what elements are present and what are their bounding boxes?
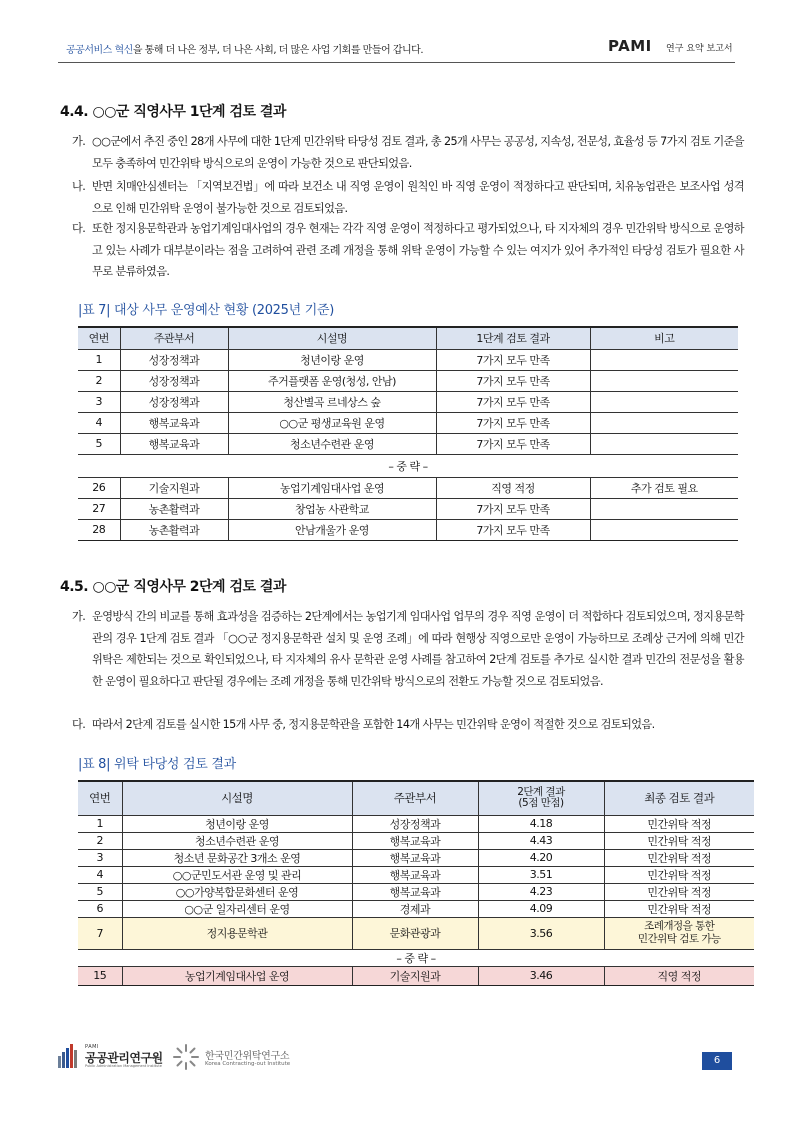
pami-logo: [58, 1044, 163, 1070]
table-cell: 28: [78, 519, 120, 540]
table-row: [78, 866, 754, 883]
column-header: 연번: [78, 327, 120, 349]
table-cell: 27: [78, 498, 120, 519]
table-cell: 성장정책과: [120, 391, 228, 412]
logo-english: Public Administration Management Institute: [85, 1064, 162, 1068]
table-row-highlighted: [78, 966, 754, 985]
paragraph-marker: 다.: [72, 718, 86, 731]
table-cell: 문화관광과: [352, 917, 478, 949]
table-cell: [590, 349, 738, 370]
paragraph-da: [72, 218, 744, 283]
table-separator-row: [78, 454, 738, 477]
table-cell: 성장정책과: [120, 349, 228, 370]
table-cell: [590, 433, 738, 454]
table-cell: 3: [78, 391, 120, 412]
paragraph-marker: 가.: [72, 610, 86, 623]
table-cell: 6: [78, 900, 122, 917]
table-cell: [604, 917, 754, 949]
table-cell: 정지용문학관: [122, 917, 352, 949]
table-cell: 민간위탁 적정: [604, 883, 754, 900]
paragraph-text: 또한 정지용문학관과 농업기계임대사업의 경우 현재는 각각 직영 운영이 적정하다고 평가되었으나, 타 지자체의 경우 민간위탁 방식으로 운영하고 있는 사례가 대부분이라는 점을 고려하여 관련 조례 개정을 통해 위탁 운영이 가능할 수 있는 여지가 있어 추가적인 타당성 검토가 필요한 사무로 분류하였음.: [92, 222, 744, 278]
table-cell: 기술지원과: [352, 966, 478, 985]
table-cell: 5: [78, 433, 120, 454]
table-row: [78, 349, 738, 370]
page-number: 6: [702, 1052, 732, 1070]
column-header: 최종 검토 결과: [604, 781, 754, 815]
report-type: 연구 요약 보고서: [666, 44, 733, 54]
table-cell: 7가지 모두 만족: [436, 391, 590, 412]
logo-name: 공공관리연구원: [85, 1051, 163, 1065]
table-cell: 청산별곡 르네상스 숲: [228, 391, 436, 412]
table-cell: 창업농 사관학교: [228, 498, 436, 519]
separator-text: – 중 략 –: [78, 949, 754, 966]
table-cell: 4.18: [478, 815, 604, 832]
table-cell: 3: [78, 849, 122, 866]
table-cell: ○○가양복합문화센터 운영: [122, 883, 352, 900]
table-cell: 15: [78, 966, 122, 985]
table-8: [78, 780, 754, 986]
table-separator-row: [78, 949, 754, 966]
table-cell: 4: [78, 866, 122, 883]
table-cell: 행복교육과: [352, 883, 478, 900]
table-cell: 4.20: [478, 849, 604, 866]
table-cell: [590, 370, 738, 391]
cell-line: 민간위탁 검토 가능: [637, 933, 721, 945]
table-cell: 3.46: [478, 966, 604, 985]
table-cell: 7가지 모두 만족: [436, 349, 590, 370]
table-cell: 7: [78, 917, 122, 949]
column-header: 1단계 검토 결과: [436, 327, 590, 349]
table-row: [78, 832, 754, 849]
table-cell: 4.43: [478, 832, 604, 849]
paragraph-text: ○○군에서 추진 중인 28개 사무에 대한 1단계 민간위탁 타당성 검토 결과, 총 25개 사무는 공공성, 지속성, 전문성, 효율성 등 7가지 검토 기준을 모두 충족하여 민간위탁 방식으로의 운영이 가능한 것으로 판단되었음.: [92, 135, 744, 170]
table-cell: 청소년수련관 운영: [228, 433, 436, 454]
slogan-highlight: 공공서비스 혁신: [66, 45, 133, 56]
table-row: [78, 477, 738, 498]
table-cell: 26: [78, 477, 120, 498]
table-cell: 안남개울가 운영: [228, 519, 436, 540]
table-cell: 농업기계임대사업 운영: [228, 477, 436, 498]
table-cell: [590, 391, 738, 412]
table-cell: 경제과: [352, 900, 478, 917]
table-cell: 민간위탁 적정: [604, 849, 754, 866]
table-cell: 7가지 모두 만족: [436, 433, 590, 454]
table-row: [78, 519, 738, 540]
paragraph-da: [72, 714, 744, 736]
table-row: [78, 849, 754, 866]
table-cell: [590, 519, 738, 540]
table-7-title: |표 7| 대상 사무 운영예산 현황 (2025년 기준): [78, 303, 334, 318]
table-cell: 농업기계임대사업 운영: [122, 966, 352, 985]
logo-small-text: PAMI: [85, 1044, 99, 1050]
table-cell: 7가지 모두 만족: [436, 370, 590, 391]
cell-line: 조례개정을 통한: [644, 920, 715, 932]
table-cell: 7가지 모두 만족: [436, 412, 590, 433]
table-cell: 2: [78, 832, 122, 849]
table-cell: 행복교육과: [352, 832, 478, 849]
header-line: 2단계 결과: [517, 786, 565, 799]
column-header: 시설명: [228, 327, 436, 349]
logo-name: 한국민간위탁연구소: [205, 1051, 290, 1062]
table-cell: 2: [78, 370, 120, 391]
table-cell: 농촌활력과: [120, 498, 228, 519]
table-cell: 민간위탁 적정: [604, 815, 754, 832]
table-cell: 3.51: [478, 866, 604, 883]
separator-text: – 중 략 –: [78, 454, 738, 477]
table-row: [78, 370, 738, 391]
paragraph-marker: 가.: [72, 135, 86, 148]
page-header: [58, 36, 735, 63]
table-cell: 청년이랑 운영: [122, 815, 352, 832]
table-cell: 1: [78, 815, 122, 832]
table-cell: 성장정책과: [120, 370, 228, 391]
column-header: [478, 781, 604, 815]
paragraph-marker: 나.: [72, 180, 86, 193]
table-row-highlighted: [78, 917, 754, 949]
section-4-4-title: 4.4. ○○군 직영사무 1단계 검토 결과: [60, 104, 286, 120]
table-cell: 직영 적정: [436, 477, 590, 498]
table-cell: 농촌활력과: [120, 519, 228, 540]
table-row: [78, 815, 754, 832]
table-cell: 7가지 모두 만족: [436, 498, 590, 519]
table-cell: 추가 검토 필요: [590, 477, 738, 498]
header-slogan: [66, 41, 423, 56]
table-cell: 행복교육과: [120, 433, 228, 454]
paragraph-ga: [72, 131, 744, 174]
table-7: [78, 326, 738, 541]
column-header: 비고: [590, 327, 738, 349]
slogan-rest: 을 통해 더 나은 정부, 더 나은 사회, 더 많은 사업 기회를 만들어 갑니다.: [132, 45, 423, 56]
table-cell: 청년이랑 운영: [228, 349, 436, 370]
table-8-title: |표 8| 위탁 타당성 검토 결과: [78, 757, 236, 772]
table-cell: 4: [78, 412, 120, 433]
column-header: 시설명: [122, 781, 352, 815]
table-cell: 행복교육과: [120, 412, 228, 433]
table-cell: 성장정책과: [352, 815, 478, 832]
paragraph-na: [72, 176, 744, 219]
table-cell: ○○군민도서관 운영 및 관리: [122, 866, 352, 883]
table-cell: [590, 412, 738, 433]
table-cell: 민간위탁 적정: [604, 866, 754, 883]
table-row: [78, 883, 754, 900]
table-cell: 4.09: [478, 900, 604, 917]
table-cell: 청소년 문화공간 3개소 운영: [122, 849, 352, 866]
column-header: 연번: [78, 781, 122, 815]
paragraph-marker: 다.: [72, 222, 86, 235]
table-cell: 1: [78, 349, 120, 370]
bar-logo-icon: [58, 1044, 80, 1068]
table-cell: 주거플랫폼 운영(청성, 안남): [228, 370, 436, 391]
header-brand: PAMI: [608, 37, 652, 55]
table-cell: 3.56: [478, 917, 604, 949]
logo-english: Korea Contracting-out Institute: [205, 1061, 291, 1067]
table-cell: 직영 적정: [604, 966, 754, 985]
paragraph-text: 반면 치매안심센터는 「지역보건법」에 따라 보건소 내 직영 운영이 원칙인 바 직영 운영이 적정하다고 판단되며, 치유농업관은 보조사업 성격으로 인해 민간위탁 운영이 불가능한 것으로 검토되었음.: [92, 180, 744, 215]
paragraph-text: 따라서 2단계 검토를 실시한 15개 사무 중, 정지용문학관을 포함한 14개 사무는 민간위탁 운영이 적절한 것으로 검토되었음.: [92, 718, 655, 731]
kci-logo: [172, 1043, 302, 1071]
table-cell: 행복교육과: [352, 849, 478, 866]
table-cell: 청소년수련관 운영: [122, 832, 352, 849]
table-cell: 민간위탁 적정: [604, 832, 754, 849]
table-cell: 7가지 모두 만족: [436, 519, 590, 540]
table-cell: 기술지원과: [120, 477, 228, 498]
starburst-icon: [172, 1043, 200, 1071]
table-row: [78, 900, 754, 917]
table-cell: 4.23: [478, 883, 604, 900]
table-cell: 민간위탁 적정: [604, 900, 754, 917]
table-cell: [590, 498, 738, 519]
section-4-5-title: 4.5. ○○군 직영사무 2단계 검토 결과: [60, 579, 286, 595]
table-row: [78, 391, 738, 412]
table-cell: 5: [78, 883, 122, 900]
paragraph-text: 운영방식 간의 비교를 통해 효과성을 검증하는 2단계에서는 농업기계 임대사업 업무의 경우 직영 운영이 더 적합하다 검토되었으며, 정지용문학관의 경우 1단계 검토 결과 「○○군 정지용문학관 설치 및 운영 조례」에 따라 현행상 직영으로만 운영이 가능하므로 조례상 근거에 의해 민간위탁은 제한되는 것으로 확인되었으나, 타 지자체의 유사 문학관 운영 사례를 참고하여 2단계 검토를 추가로 실시한 결과 민간의 전문성을 활용한 운영이 필요하다고 판단될 경우에는 조례 개정을 통해 민간위탁 방식으로의 전환도 가능할 것으로 검토되었음.: [92, 610, 744, 688]
table-row: [78, 412, 738, 433]
table-row: [78, 498, 738, 519]
column-header: 주관부서: [120, 327, 228, 349]
table-cell: ○○군 평생교육원 운영: [228, 412, 436, 433]
column-header: 주관부서: [352, 781, 478, 815]
table-cell: 행복교육과: [352, 866, 478, 883]
header-line: (5점 만점): [518, 797, 564, 810]
table-row: [78, 433, 738, 454]
table-cell: ○○군 일자리센터 운영: [122, 900, 352, 917]
paragraph-ga: [72, 606, 744, 692]
